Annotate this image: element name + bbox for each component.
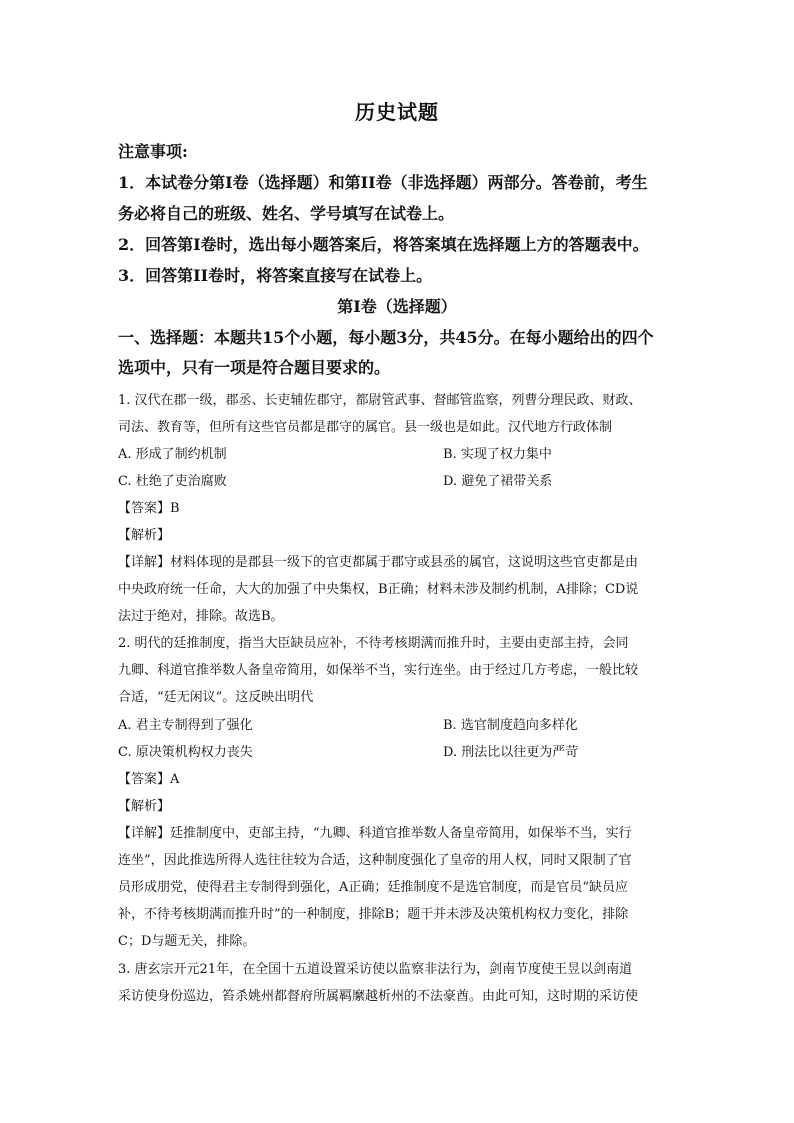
q2-stem-line-3: 合适，“廷无闲议”。这反映出明代 xyxy=(118,690,314,705)
q2-detail-line-4: 补，不待考核期满而推升时”的一种制度，排除B；题干并未涉及决策机构权力变化，排除 xyxy=(118,907,629,922)
section-title: 第Ⅰ卷（选择题） xyxy=(337,297,457,316)
q2-option-c: C. 原决策机构权力丧失 xyxy=(118,745,253,760)
notes-heading: 注意事项: xyxy=(118,142,188,161)
q1-stem-line-1: 1. 汉代在郡一级，郡丞、长吏辅佐郡守，都尉管武事、督邮管监察，列曹分理民政、财政、 xyxy=(118,393,642,408)
q1-detail-line-3: 法过于绝对，排除。故选B。 xyxy=(118,609,284,624)
q1-option-d: D. 避免了裙带关系 xyxy=(443,474,553,489)
q1-option-a: A. 形成了制约机制 xyxy=(118,447,227,462)
q3-stem-line-1: 3. 唐玄宗开元21年，在全国十五道设置采访使以监察非法行为，剑南节度使王昱以剑南道 xyxy=(118,962,633,977)
q2-detail-line-2: 连坐”，因此推选所得人选往往较为合适，这种制度强化了皇帝的用人权，同时又限制了官 xyxy=(118,853,632,868)
q1-option-c: C. 杜绝了吏治腐败 xyxy=(118,474,227,489)
q2-stem-line-1: 2. 明代的廷推制度，指当大臣缺员应补，不待考核期满而推升时，主要由吏部主持，会同 xyxy=(118,636,629,651)
q2-answer: 【答案】A xyxy=(118,772,180,787)
q1-stem-line-2: 司法、教育等，但所有这些官员都是郡守的属官。县一级也是如此。汉代地方行政体制 xyxy=(118,420,613,435)
note-item-1-line-2: 务必将自己的班级、姓名、学号填写在试卷上。 xyxy=(118,204,455,223)
note-item-3: 3．回答第II卷时，将答案直接写在试卷上。 xyxy=(118,266,433,285)
q3-stem-line-2: 采访使身份巡边，笞杀姚州都督府所属羁縻越析州的不法豪酋。由此可知，这时期的采访使 xyxy=(118,989,639,1004)
q2-analysis-label: 【解析】 xyxy=(118,799,171,814)
note-item-2: 2．回答第Ⅰ卷时，选出每小题答案后，将答案填在选择题上方的答题表中。 xyxy=(118,235,649,254)
page-title: 历史试题 xyxy=(355,100,439,124)
q2-stem-line-2: 九卿、科道官推举数人备皇帝简用，如保举不当，实行连坐。由于经过几方考虑，一般比较 xyxy=(118,663,639,678)
q1-answer: 【答案】B xyxy=(118,501,180,516)
q1-detail-line-1: 【详解】材料体现的是郡县一级下的官吏都属于郡守或县丞的属官，这说明这些官吏都是由 xyxy=(118,555,639,570)
q2-option-a: A. 君主专制得到了强化 xyxy=(118,718,253,733)
q1-analysis-label: 【解析】 xyxy=(118,528,171,543)
note-item-1-line-1: 1．本试卷分第Ⅰ卷（选择题）和第II卷（非选择题）两部分。答卷前，考生 xyxy=(118,173,648,192)
instructions-line-1: 一、选择题：本题共15个小题，每小题3分，共45分。在每小题给出的四个 xyxy=(118,328,654,347)
q2-detail-line-3: 员形成朋党，使得君主专制得到强化，A正确；廷推制度不是选官制度，而是官员“缺员应 xyxy=(118,880,629,895)
q2-option-d: D. 刑法比以往更为严苛 xyxy=(443,745,579,760)
q1-option-b: B. 实现了权力集中 xyxy=(443,447,552,462)
q1-detail-line-2: 中央政府统一任命，大大的加强了中央集权，B正确；材料未涉及制约机制，A排除；CD说 xyxy=(118,582,639,597)
instructions-line-2: 选项中，只有一项是符合题目要求的。 xyxy=(118,358,391,377)
q2-option-b: B. 选官制度趋向多样化 xyxy=(443,718,578,733)
q2-detail-line-5: C；D与题无关，排除。 xyxy=(118,934,256,949)
q2-detail-line-1: 【详解】廷推制度中，吏部主持，“九卿、科道官推举数人备皇帝简用，如保举不当，实行 xyxy=(118,826,632,841)
